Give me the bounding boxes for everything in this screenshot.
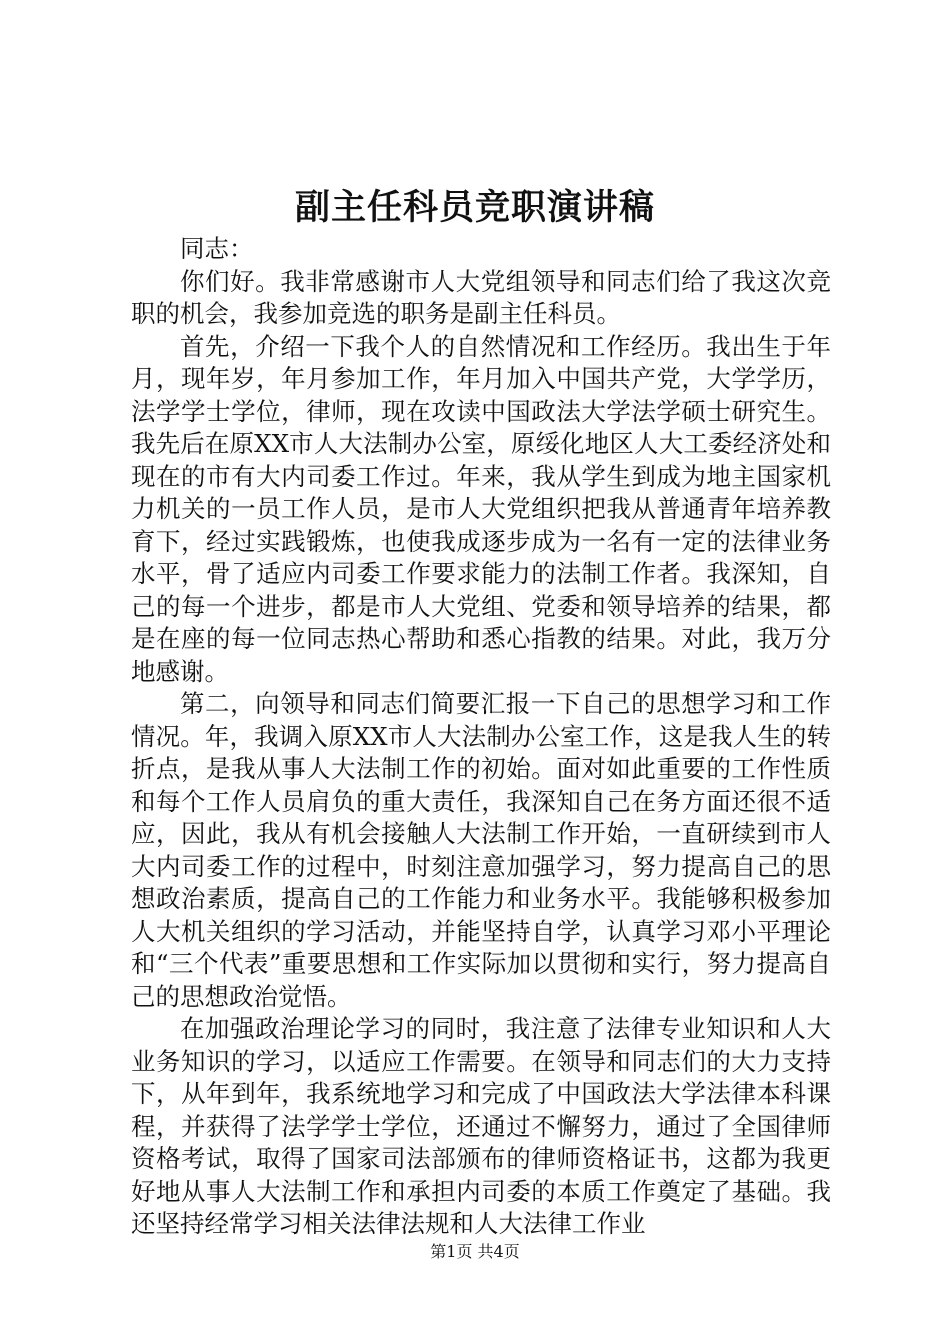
document-body	[131, 233, 831, 1241]
document-title: 副主任科员竞职演讲稿	[294, 187, 655, 228]
paragraph-study-and-work: 第二，向领导和同志们简要汇报一下自己的思想学习和工作情况。年，我调入原XX市人大法制办公室工作，这是我人生的转折点，是我从事人大法制工作的初始。面对如此重要的工作性质和每个工作人员肩负的重大责任，我深知自己在务方面还很不适应，因此，我从有机会接触人大法制工作开始，一直研续到市人大内司委工作的过程中，时刻注意加强学习，努力提高自己的思想政治素质，提高自己的工作能力和业务水平。我能够积极参加人大机关组织的学习活动，并能坚持自学，认真学习邓小平理论和“三个代表”重要思想和工作实际加以贯彻和实行，努力提高自己的思想政治觉悟。	[131, 689, 831, 1011]
greeting: 同志：	[180, 234, 254, 263]
paragraph-personal-background: 首先，介绍一下我个人的自然情况和工作经历。我出生于年月，现年岁，年月参加工作，年月加入中国共产党，大学学历，法学学士学位，律师，现在攻读中国政法大学法学硕士研究生。我先后在原XX市人大法制办公室，原绥化地区人大工委经济处和现在的市有大内司委工作过。年来，我从学生到成为地主国家机力机关的一员工作人员，是市人大党组织把我从普通青年培养教育下，经过实践锻炼，也使我成逐步成为一名有一定的法律业务水平，骨了适应内司委工作要求能力的法制工作者。我深知，自己的每一个进步，都是市人大党组、党委和领导培养的结果，都是在座的每一位同志热心帮助和悉心指教的结果。对此，我万分地感谢。	[131, 331, 831, 686]
paragraph-opening: 你们好。我非常感谢市人大党组领导和同志们给了我这次竞职的机会，我参加竞选的职务是副主任科员。	[131, 266, 831, 328]
paragraph-legal-knowledge: 在加强政治理论学习的同时，我注意了法律专业知识和人大业务知识的学习，以适应工作需要。在领导和同志们的大力支持下，从年到年，我系统地学习和完成了中国政法大学法律本科课程，并获得了法学学士学位，还通过不懈努力，通过了全国律师资格考试，取得了国家司法部颁布的律师资格证书，这都为我更好地从事人大法制工作和承担内司委的本质工作奠定了基础。我还坚持经常学习相关法律法规和人大法律工作业	[131, 1014, 831, 1238]
page-number-footer: 第1页 共4页	[430, 1242, 520, 1261]
